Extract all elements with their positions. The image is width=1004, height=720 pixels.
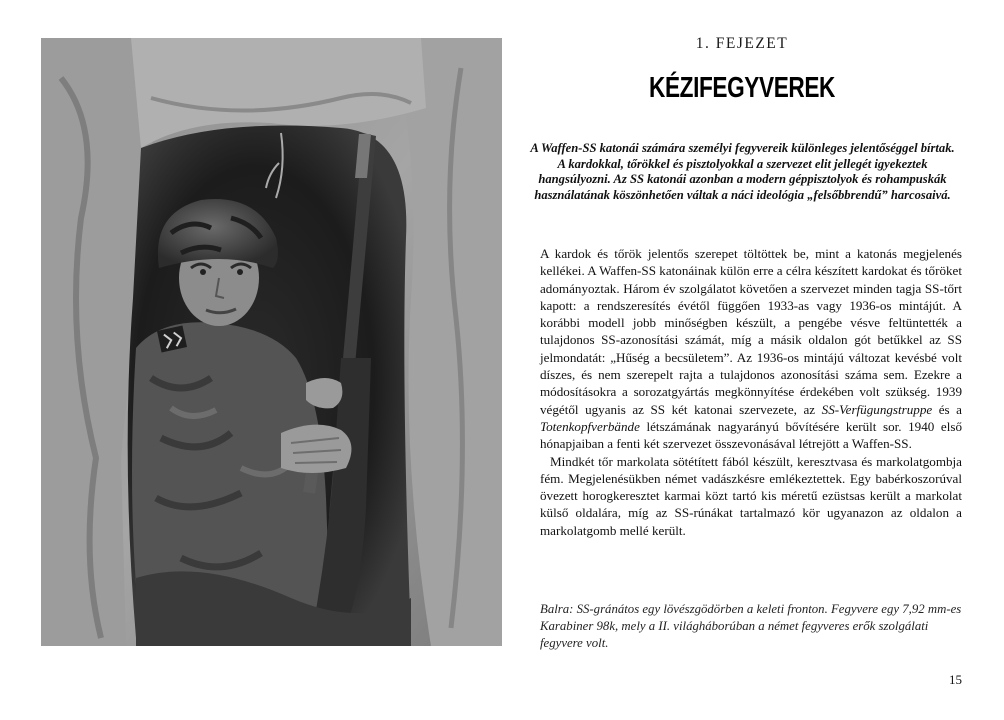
body-text — [540, 245, 962, 539]
photo-illustration — [41, 38, 502, 646]
photo-caption: Balra: SS-gránátos egy lövészgödörben a keleti fronton. Fegyvere egy 7,92 mm-es Karabiner 98k, mely a II. világháborúban a német fegyveres erők szolgálati fegyvere volt. — [540, 602, 962, 651]
lead-paragraph: A Waffen-SS katonái számára személyi fegyvereik különleges jelentőséggel bírtak. A kardokkal, tőrökkel és pisztolyokkal a szervezet elit jellegét igyekeztek hangsúlyozni. Az SS katonái azonban a modern géppisztolyok és rohampuskák használatának köszönhetően váltak a náci ideológia „felsőbbrendű” harcosaivá. — [530, 141, 955, 202]
body-paragraph-2: Mindkét tőr markolata sötétített fából készült, keresztvasa és markolatgombja fém. Megjelenésükben német vadászkésre emlékeztettek. Egy babérkoszorúval övezett horogkeresztet karmai közt tartó kis méretű ezüstsas került a markolat külső oldalára, míg az SS-rúnákat tartalmazó kör ugyanazon az oldalon a markolatgomb mellé került. — [540, 453, 962, 538]
body-paragraph-1-text-a: A kardok és tőrök jelentős szerepet töltöttek be, mint a katonás megjelenés kellékei. A Waffen-SS katonáinak külön erre a célra készített kardokat és tőröket adományoztak. Három év szolgálatot követően a szervezet minden tagja SS-tőrt kapott: a rendszeresítés évétől függően 1933-as vagy 1936-os mintájút. A korábbi modell jobb minőségben készült, a pengébe vésve feltüntették a tulajdonos SS-azonosítási számát, míg a másik oldalon gót betűkkel az SS jelmondatát: „Hűség a becsületem”. Az 1936-os mintájú változat kevésbé volt díszes, és nem szerepelt rajta a tulajdonos azonosítási száma sem. Ezekre a módosításokra a sorozatgyártás megkönnyítése érdekében volt szükség. 1939 végétől ugyanis az SS két katonai szervezete, az — [540, 246, 962, 417]
body-paragraph-1-text-c: létszámának nagyarányú bővítésére került sor. 1940 első hónapjaiban a fenti két szervezet összevonásával létrejött a Waffen-SS. — [540, 418, 962, 452]
ss-grenadier-photo — [41, 38, 502, 646]
body-paragraph-1-text-b: és a — [932, 401, 962, 417]
chapter-title: KÉZIFEGYVEREK — [649, 72, 835, 104]
chapter-label: 1. FEJEZET — [695, 35, 789, 52]
term-totenkopfverbande: Totenkopfverbände — [540, 418, 640, 434]
body-paragraph-1 — [540, 245, 962, 453]
term-verfugungstruppe: SS-Verfügungstruppe — [821, 401, 933, 417]
page-number: 15 — [949, 672, 962, 687]
